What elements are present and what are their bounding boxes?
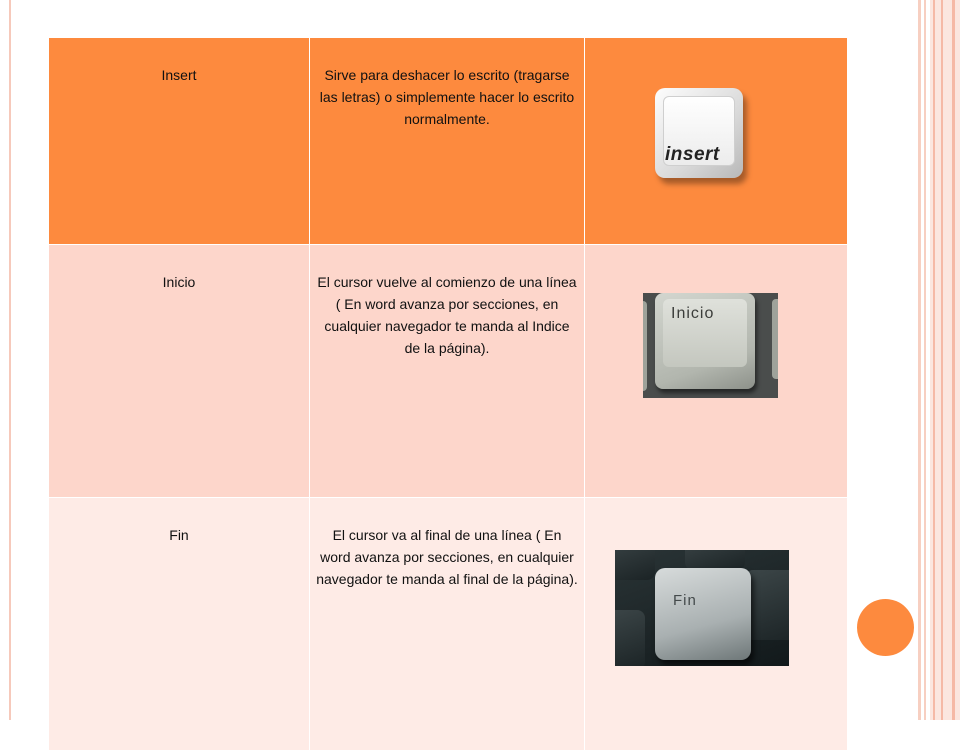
inicio-key-image: [643, 293, 778, 398]
slide-border-left: [9, 0, 11, 720]
insert-key-label: insert: [665, 144, 720, 165]
key-image-cell: [585, 245, 848, 498]
decor-stripe: [924, 0, 926, 720]
key-name-cell: Inicio: [49, 245, 310, 498]
key-image-cell: [585, 498, 848, 751]
decor-orange-circle: [857, 599, 914, 656]
fin-key-label: Fin: [673, 592, 697, 609]
key-description-cell: El cursor vuelve al comienzo de una línea ( En word avanza por secciones, en cualquier navegador te manda al Indice de la página).: [310, 245, 585, 498]
key-name-cell: Fin: [49, 498, 310, 751]
table-row: [49, 245, 848, 498]
decor-stripe: [918, 0, 921, 720]
insert-key-image: [655, 88, 743, 178]
decor-stripe: [941, 0, 943, 720]
key-image-cell: [585, 38, 848, 245]
keys-table: [48, 37, 848, 751]
decor-stripe: [952, 0, 955, 720]
table-row: [49, 38, 848, 245]
decor-stripe: [933, 0, 935, 720]
key-description-cell: El cursor va al final de una línea ( En word avanza por secciones, en cualquier navegador te manda al final de la página).: [310, 498, 585, 751]
key-name-cell: Insert: [49, 38, 310, 245]
table-row: [49, 498, 848, 751]
fin-key-image: [615, 550, 789, 666]
inicio-key-label: Inicio: [671, 305, 715, 322]
key-description-cell: Sirve para deshacer lo escrito (tragarse las letras) o simplemente hacer lo escrito normalmente.: [310, 38, 585, 245]
